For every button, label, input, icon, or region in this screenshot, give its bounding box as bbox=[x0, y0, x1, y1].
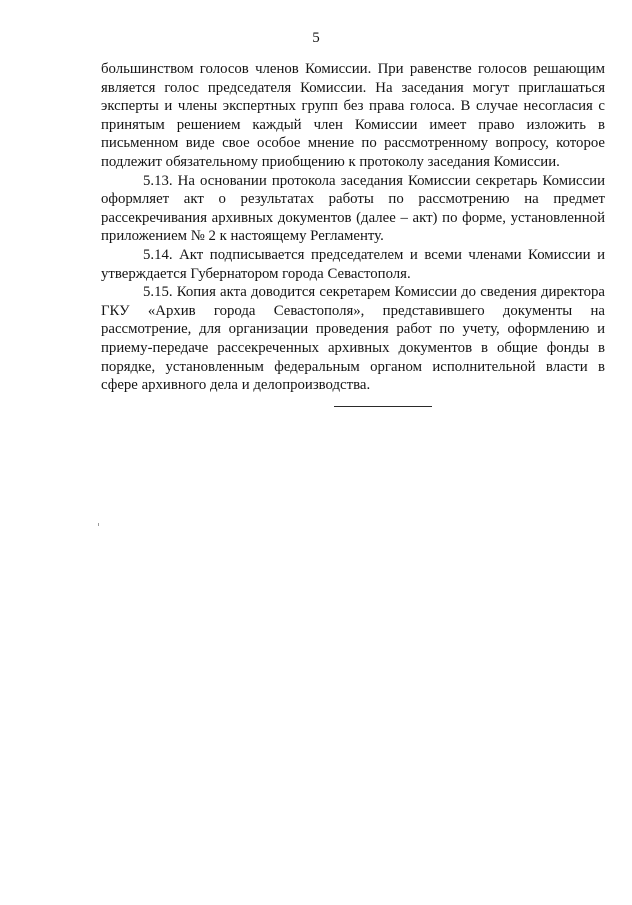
scan-speck bbox=[98, 523, 99, 526]
document-body bbox=[101, 60, 605, 395]
paragraph-5-13: 5.13. На основании протокола заседания Комиссии секретарь Комиссии оформляет акт о результатах работы по рассмотрению на предмет рассекречивания архивных документов (далее – акт) по форме, установленной приложением № 2 к настоящему Регламенту. bbox=[101, 172, 605, 245]
paragraph-continuation: большинством голосов членов Комиссии. При равенстве голосов решающим является голос председателя Комиссии. На заседания могут приглашаться эксперты и члены экспертных групп без права голоса. В случае несогласия с принятым решением каждый член Комиссии имеет право изложить в письменном виде свое особое мнение по рассмотренному вопросу, которое подлежит обязательному приобщению к протоколу заседания Комиссии. bbox=[101, 61, 605, 170]
paragraph-5-15: 5.15. Копия акта доводится секретарем Комиссии до сведения директора ГКУ «Архив города Севастополя», представившего документы на рассмотрение, для организации проведения работ по учету, оформлению и приему-передаче рассекреченных архивных документов в общие фонды в порядке, установленным федеральным органом исполнительной власти в сфере архивного дела и делопроизводства. bbox=[101, 284, 605, 394]
end-of-document-rule bbox=[334, 406, 432, 407]
page-number: 5 bbox=[312, 30, 320, 46]
paragraph-5-14: 5.14. Акт подписывается председателем и всеми членами Комиссии и утверждается Губернатором города Севастополя. bbox=[101, 246, 605, 282]
